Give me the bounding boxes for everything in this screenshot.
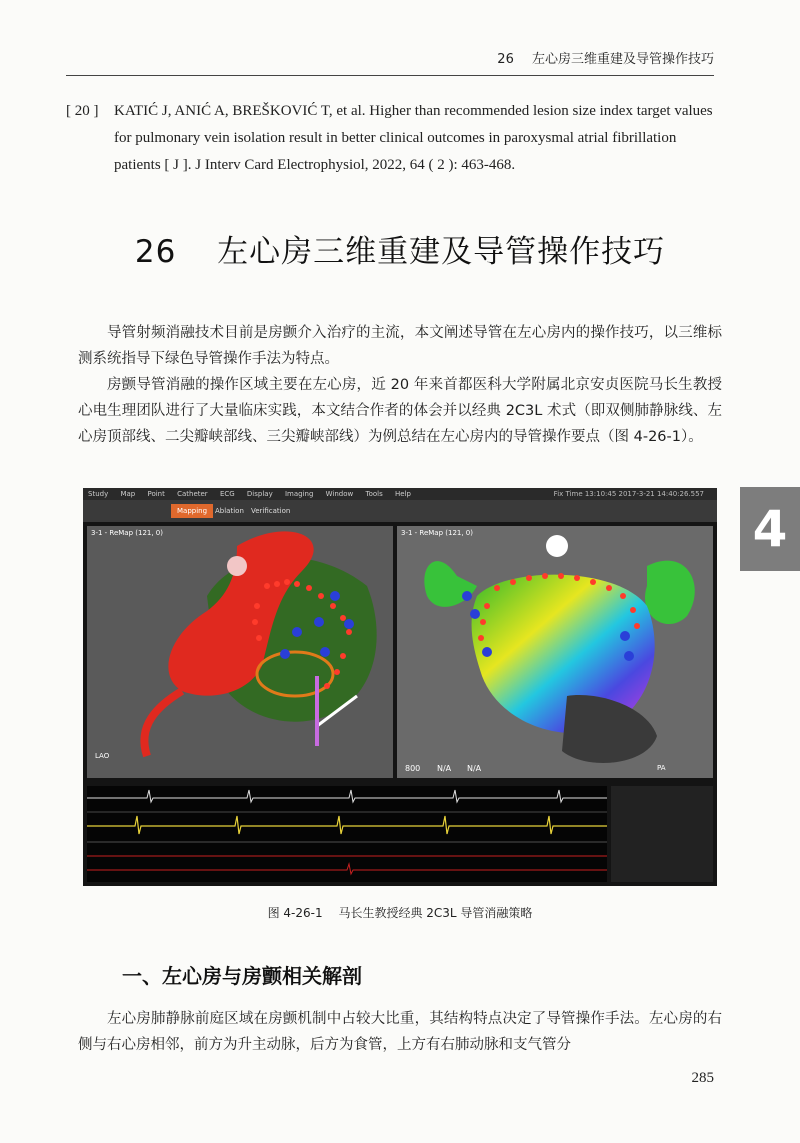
menu-item-imaging: Imaging xyxy=(284,490,314,498)
header-rule xyxy=(66,75,714,76)
running-head-title: 左心房三维重建及导管操作技巧 xyxy=(531,52,714,67)
menu-item-window: Window xyxy=(325,490,354,498)
menu-item-study: Study xyxy=(88,490,109,498)
mapping-software-menubar xyxy=(83,488,717,500)
body-paragraph-1: 导管射频消融技术目前是房颤介入治疗的主流，本文阐述导管在左心房内的操作技巧，以三维标测系统指导下绿色导管操作手法为特点。 xyxy=(78,325,722,367)
menu-item-tools: Tools xyxy=(365,490,383,498)
menu-item-display: Display xyxy=(246,490,273,498)
menu-item-ecg: ECG xyxy=(219,490,235,498)
readout-value-1: 800 xyxy=(405,764,421,773)
figure-caption xyxy=(0,904,800,921)
mapping-software-toolbar xyxy=(83,500,717,522)
tab-ablation: Ablation xyxy=(215,507,244,515)
right-map-illustration xyxy=(397,526,713,778)
body-paragraph-2: 房颤导管消融的操作区域主要在左心房，近 20 年来首都医科大学附属北京安贞医院马长生教授心电生理团队进行了大量临床实践，本文结合作者的体会并以经典 2C3L 术式（即双侧肺静脉线、左心房顶部线、二尖瓣峡部线、三尖瓣峡部线）为例总结在左心房内的导管操作要点（图 4-26-1）。 xyxy=(78,377,722,445)
reference-entry xyxy=(66,98,726,173)
figure-4-26-1 xyxy=(83,488,717,886)
menu-item-catheter: Catheter xyxy=(177,490,208,498)
menu-item-point: Point xyxy=(147,490,165,498)
tab-mapping: Mapping xyxy=(171,504,213,518)
readout-value-2: N/A xyxy=(437,764,452,773)
readout-value-3: N/A xyxy=(467,764,482,773)
running-head-chapter-number: 26 xyxy=(497,52,514,67)
left-atrium-map-lao xyxy=(87,526,393,778)
chapter-number: 26 xyxy=(134,234,177,270)
time-readout: Fix Time 13:10:45 2017-3-21 14:40:26.557 xyxy=(553,490,704,498)
figure-number: 图 4-26-1 xyxy=(267,906,323,920)
body-paragraph-3: 左心房肺静脉前庭区域在房颤机制中占较大比重，其结构特点决定了导管操作手法。左心房的右侧与右心房相邻，前方为升主动脉，后方为食管，上方有右肺动脉和支气管分 xyxy=(78,1011,722,1053)
chapter-side-tab: 4 xyxy=(740,487,800,571)
left-atrium-map-pa xyxy=(397,526,713,778)
left-view-label: LAO xyxy=(95,752,110,760)
tab-verification: Verification xyxy=(251,507,291,515)
running-head xyxy=(497,48,714,67)
ecg-waveforms xyxy=(87,786,607,882)
right-panel-label: 3-1 - ReMap (121, 0) xyxy=(401,529,473,537)
right-view-label: PA xyxy=(657,764,666,772)
chapter-title xyxy=(0,226,800,271)
reference-text: KATIĆ J, ANIĆ A, BREŠKOVIĆ T, et al. Higher than recommended lesion size index target values for pulmonary vein isolation result in better clinical outcomes in paroxysmal atrial fibrillation patients [ J ]. J Interv Card Electrophysiol, 2022, 64 ( 2 ): 463-468. xyxy=(114,103,713,173)
page-number: 285 xyxy=(691,1070,714,1086)
section-heading: 一、左心房与房颤相关解剖 xyxy=(122,964,362,988)
left-panel-label: 3-1 - ReMap (121, 0) xyxy=(91,529,163,537)
ecg-tracings xyxy=(87,786,607,882)
ablation-point-list xyxy=(611,786,713,882)
menu-item-map: Map xyxy=(120,490,136,498)
figure-caption-text: 马长生教授经典 2C3L 导管消融策略 xyxy=(338,906,533,920)
chapter-title-text: 左心房三维重建及导管操作技巧 xyxy=(217,234,666,270)
left-map-illustration xyxy=(87,526,393,778)
menu-item-help: Help xyxy=(394,490,411,498)
reference-number: [ 20 ] xyxy=(66,103,99,119)
